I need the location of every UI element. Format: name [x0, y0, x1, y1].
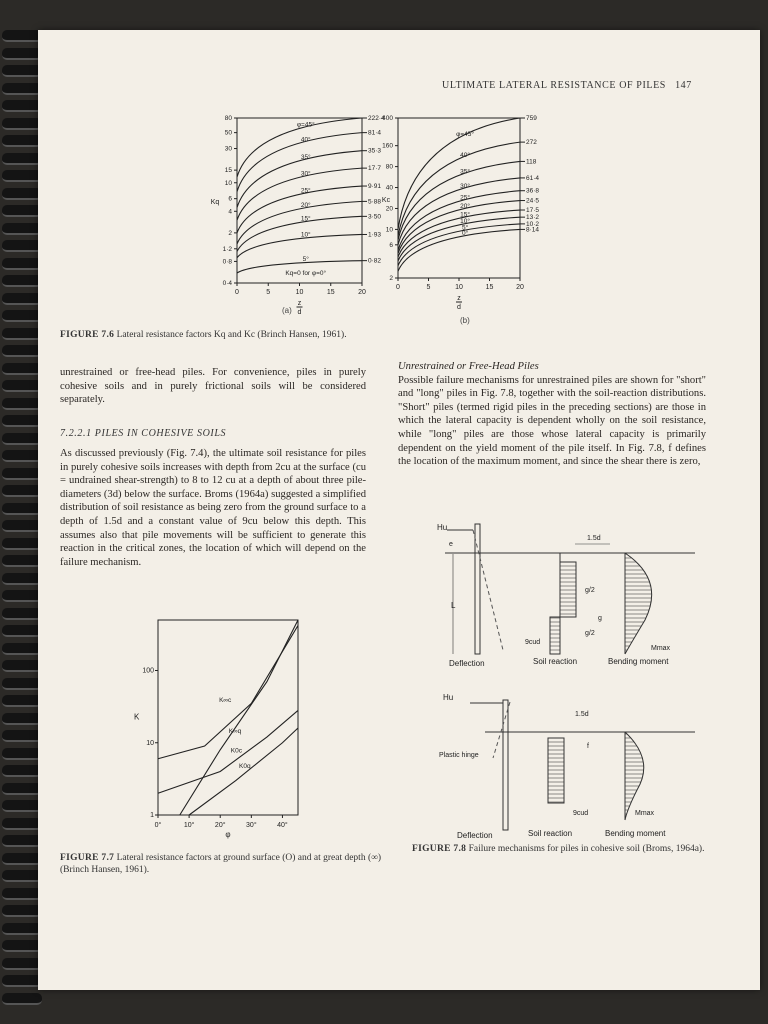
binding-ring — [2, 135, 42, 147]
y-tick-label: 100 — [142, 667, 154, 675]
bending-moment-top — [625, 553, 652, 654]
x-tick-label: 20 — [516, 284, 524, 291]
right-value-label: 759 — [526, 115, 537, 122]
x-tick-label: 5 — [426, 284, 431, 291]
binding-ring — [2, 625, 42, 637]
left-column-intro — [60, 366, 366, 407]
l-label: L — [451, 601, 456, 610]
y-axis-label: Kc — [381, 197, 391, 204]
right-value-label: 81·4 — [368, 129, 382, 137]
binding-ring — [2, 608, 42, 620]
series-curve — [237, 133, 362, 195]
right-value-label: 17·5 — [526, 207, 540, 215]
x-tick-label: 10 — [455, 284, 463, 291]
y-tick-label: 80 — [385, 163, 393, 171]
binding-ring — [2, 905, 42, 917]
binding-ring — [2, 328, 42, 340]
figure-7-6-caption — [60, 329, 400, 341]
binding-ring — [2, 765, 42, 777]
right-value-label: 9·91 — [368, 183, 382, 191]
binding-ring — [2, 275, 42, 287]
figure-7-6-caption-label: FIGURE 7.6 — [60, 330, 115, 340]
g2-label-1: g/2 — [585, 587, 595, 594]
binding-ring — [2, 748, 42, 760]
series-label: 0° — [461, 229, 469, 237]
series-curve — [237, 151, 362, 208]
binding-ring — [2, 643, 42, 655]
series-label: 25° — [300, 187, 311, 195]
right-value-label: 24·5 — [526, 197, 540, 205]
binding-ring — [2, 468, 42, 480]
binding-ring — [2, 100, 42, 112]
binding-ring — [2, 258, 42, 270]
binding-ring — [2, 783, 42, 795]
series-label: K∞q — [228, 728, 242, 736]
y-tick-label: 2 — [389, 275, 393, 282]
binding-ring — [2, 975, 42, 987]
binding-ring — [2, 870, 42, 882]
binding-ring — [2, 380, 42, 392]
binding-ring — [2, 170, 42, 182]
series-label: 15° — [460, 211, 471, 219]
bending-moment-bottom — [625, 732, 644, 820]
series-label: 40° — [300, 136, 311, 144]
series-label: K∞c — [219, 696, 232, 704]
binding-ring — [2, 118, 42, 130]
binding-ring — [2, 310, 42, 322]
binding-ring — [2, 958, 42, 970]
binding-ring — [2, 713, 42, 725]
page-number: 147 — [675, 80, 692, 91]
binding-ring — [2, 153, 42, 165]
left-column-body — [60, 447, 366, 569]
binding-ring — [2, 590, 42, 602]
binding-ring — [2, 65, 42, 77]
plot-frame — [398, 118, 520, 278]
y-tick-label: 0·8 — [222, 258, 232, 266]
right-subheading: Unrestrained or Free-Head Piles — [398, 361, 539, 372]
y-tick-label: 400 — [382, 115, 393, 122]
right-value-label: 13·2 — [526, 214, 540, 222]
binding-ring — [2, 415, 42, 427]
x-axis-label-num: z — [457, 295, 461, 302]
y-tick-label: 1 — [150, 812, 154, 819]
bending-moment-label-bottom: Bending moment — [605, 829, 666, 838]
binding-ring — [2, 363, 42, 375]
f-label: f — [587, 743, 589, 750]
binding-ring — [2, 188, 42, 200]
x-tick-label: 20 — [358, 289, 366, 296]
dim-1-5d-top: 1.5d — [587, 535, 601, 542]
y-tick-label: 40 — [385, 184, 393, 192]
y-tick-label: 2 — [228, 229, 232, 237]
g2-label-2: g/2 — [585, 630, 595, 637]
binding-ring — [2, 240, 42, 252]
binding-ring — [2, 940, 42, 952]
right-value-label: 61·4 — [526, 174, 540, 182]
y-tick-label: 50 — [224, 129, 232, 137]
binding-ring — [2, 48, 42, 60]
binding-ring — [2, 485, 42, 497]
x-tick-label: 5 — [266, 289, 271, 296]
e-label: e — [449, 541, 453, 548]
hu-label-top: Hu — [437, 523, 448, 532]
deflection-label-bottom: Deflection — [457, 831, 493, 840]
y-tick-label: 80 — [224, 115, 232, 122]
right-column-body — [398, 360, 706, 469]
short-pile-case — [437, 523, 695, 668]
soil-reaction-upper — [560, 562, 576, 617]
figure-7-6b-label: (b) — [460, 316, 470, 325]
figure-7-6a-label: (a) — [282, 306, 292, 315]
binding-ring — [2, 853, 42, 865]
x-tick-label: 30° — [246, 822, 257, 829]
right-value-label: 1·93 — [368, 231, 382, 239]
series-curve — [237, 234, 362, 257]
y-tick-label: 4 — [228, 208, 232, 216]
series-curve — [398, 191, 520, 251]
right-value-label: 222·4 — [368, 115, 385, 122]
cohesive-soils-paragraph: As discussed previously (Fig. 7.4), the ultimate soil resistance for piles in purely cohesive soils increases with depth from 2cu at the surface (cu = undrained shear-strength) to 8 to 12 cu at a depth of about three pile-diameters (3d) below the surface. Broms (1964a) suggested a simplified distribution of soil resistance as being zero from the ground surface to a depth of 1.5d and a constant value of 9cu below this depth. This assumes also that pile movements will be sufficient to generate this reaction in the critical zones, the location of which will depend on the failure mechanism. — [60, 448, 366, 568]
hu-label-bottom: Hu — [443, 693, 454, 702]
series-label: 15° — [300, 215, 311, 223]
binding-ring — [2, 818, 42, 830]
dim-1-5d-bottom: 1.5d — [575, 711, 589, 718]
binding-ring — [2, 398, 42, 410]
right-value-label: 17·7 — [368, 165, 382, 173]
figure-7-8-caption-text: Failure mechanisms for piles in cohesive soil (Broms, 1964a). — [468, 844, 705, 854]
series-curve — [180, 620, 298, 815]
binding-ring — [2, 695, 42, 707]
binding-ring — [2, 923, 42, 935]
x-tick-label: 10 — [295, 289, 304, 296]
right-value-label: 3·50 — [368, 213, 382, 221]
y-tick-label: 6 — [389, 241, 393, 249]
y-tick-label: 160 — [382, 142, 393, 150]
series-label: 35° — [300, 153, 311, 161]
bending-moment-label-top: Bending moment — [608, 657, 669, 666]
series-label: 30° — [460, 182, 471, 190]
y-tick-label: 1·2 — [222, 245, 232, 253]
series-label: 35° — [460, 168, 471, 176]
series-curve — [398, 201, 520, 254]
figure-7-7-caption-text: Lateral resistance factors at ground surface (O) and at great depth (∞) (Brinch Hansen, 1961). — [60, 853, 382, 875]
right-value-label: 272 — [526, 139, 537, 147]
failure-mechanism-paragraph: Possible failure mechanisms for unrestrained piles are shown for "short" and "long" piles in Fig. 7.8, together with the soil-reaction distributions. "Short" piles (termed rigid piles in the preceding sections) are those in which the lateral capacity is dependent wholly on the soil resistance, while "long" piles are those whose lateral capacity is primarily dependent on the yield moment of the pile itself. In Fig. 7.8, f defines the location of the maximum moment, and since the shear there is zero, — [398, 374, 706, 468]
9cud-label-top: 9cud — [525, 639, 541, 646]
figure-7-8-caption-label: FIGURE 7.8 — [412, 844, 467, 854]
binding-ring — [2, 538, 42, 550]
binding-ring — [2, 993, 42, 1005]
pile-top — [475, 524, 480, 654]
soil-reaction-bottom — [548, 738, 564, 803]
running-header-title: ULTIMATE LATERAL RESISTANCE OF PILES — [442, 80, 666, 91]
series-label: φ=45° — [296, 121, 315, 129]
soil-reaction-label-bottom: Soil reaction — [528, 829, 573, 838]
series-curve — [237, 186, 362, 233]
series-label: 20° — [300, 202, 311, 210]
series-label: 5° — [302, 255, 309, 263]
y-axis-label: K — [134, 712, 140, 722]
mmax-label-bottom: Mmax — [635, 810, 655, 817]
x-tick-label: 15 — [485, 284, 494, 291]
binding-ring — [2, 660, 42, 672]
right-value-label: 36·8 — [526, 187, 540, 195]
figure-7-8-diagram — [425, 520, 705, 840]
right-value-label: 35·3 — [368, 147, 382, 155]
series-label: 5° — [461, 224, 469, 232]
figure-7-6-caption-text: Lateral resistance factors Kq and Kc (Brinch Hansen, 1961). — [116, 330, 347, 340]
figure-7-7-caption-label: FIGURE 7.7 — [60, 853, 115, 863]
binding-ring — [2, 678, 42, 690]
x-tick-label: 15 — [326, 289, 335, 296]
plastic-hinge-label: Plastic hinge — [439, 752, 479, 759]
series-label: 30° — [300, 170, 311, 178]
binding-ring — [2, 433, 42, 445]
series-label: 40° — [460, 152, 471, 160]
series-label: K0c — [230, 747, 243, 755]
binding-ring — [2, 83, 42, 95]
binding-ring — [2, 555, 42, 567]
binding-ring — [2, 730, 42, 742]
9cud-label-bottom: 9cud — [573, 810, 589, 817]
y-tick-label: 0·4 — [222, 280, 232, 287]
x-tick-label: 0° — [154, 822, 162, 829]
x-tick-label: 40° — [277, 822, 288, 829]
x-axis-label-num: z — [297, 300, 302, 307]
binding-ring — [2, 503, 42, 515]
x-axis-label: φ — [225, 830, 231, 839]
y-tick-label: 30 — [224, 145, 232, 153]
binding-ring — [2, 800, 42, 812]
x-tick-label: 10° — [183, 822, 195, 829]
series-curve — [398, 210, 520, 257]
series-label: 10° — [460, 218, 471, 226]
binding-ring — [2, 450, 42, 462]
deflected-pile-top — [473, 530, 503, 650]
soil-reaction-label-top: Soil reaction — [533, 657, 578, 666]
binding-ring — [2, 835, 42, 847]
y-tick-label: 10 — [146, 739, 154, 747]
pile-bottom — [503, 700, 508, 830]
series-label: 25° — [460, 194, 471, 202]
x-tick-label: 0 — [396, 284, 400, 291]
x-tick-label: 20° — [214, 822, 226, 829]
y-tick-label: 10 — [224, 179, 232, 187]
y-tick-label: 10 — [385, 226, 393, 234]
binding-ring — [2, 345, 42, 357]
right-value-label: 10·2 — [526, 220, 540, 228]
figure-7-7-chart — [130, 612, 320, 842]
series-label: 10° — [300, 231, 311, 239]
y-tick-label: 20 — [385, 205, 393, 213]
right-value-label: 5·88 — [368, 198, 382, 206]
deflection-label-top: Deflection — [449, 659, 485, 668]
series-label: φ=45° — [456, 131, 475, 139]
y-tick-label: 15 — [224, 167, 232, 175]
deflected-pile-bottom — [493, 702, 510, 758]
series-curve — [237, 216, 362, 251]
series-curve — [398, 224, 520, 266]
series-label: K0q — [239, 763, 251, 771]
chart-annotation: Kq=0 for φ=0° — [285, 270, 327, 277]
series-curve — [189, 728, 298, 815]
soil-reaction-lower — [550, 617, 560, 654]
g-label: g — [598, 615, 602, 622]
running-header — [442, 80, 692, 91]
binding-ring — [2, 520, 42, 532]
binding-ring — [2, 888, 42, 900]
y-axis-label: Kq — [210, 199, 220, 206]
figure-7-6b-chart — [372, 112, 552, 322]
binding-ring — [2, 293, 42, 305]
binding-ring — [2, 30, 42, 42]
binding-ring — [2, 573, 42, 585]
right-value-label: 8·14 — [526, 226, 540, 234]
section-heading: 7.2.2.1 PILES IN COHESIVE SOILS — [60, 428, 227, 439]
x-tick-label: 0 — [235, 289, 239, 296]
figure-7-8-caption — [412, 843, 722, 855]
long-pile-case — [439, 693, 695, 840]
intro-paragraph: unrestrained or free-head piles. For convenience, piles in purely cohesive soils and in purely frictional soils will be considered separately. — [60, 367, 366, 406]
binding-ring — [2, 223, 42, 235]
series-curve — [398, 217, 520, 261]
mmax-label-top: Mmax — [651, 645, 671, 652]
binding-ring — [2, 205, 42, 217]
figure-7-7-caption — [60, 852, 390, 876]
x-axis-label-den: d — [297, 309, 302, 316]
series-label: 20° — [460, 203, 471, 211]
series-curve — [158, 710, 298, 793]
y-tick-label: 6 — [228, 195, 232, 203]
x-axis-label-den: d — [457, 304, 461, 311]
right-value-label: 0·82 — [368, 257, 382, 265]
right-value-label: 118 — [526, 158, 537, 166]
